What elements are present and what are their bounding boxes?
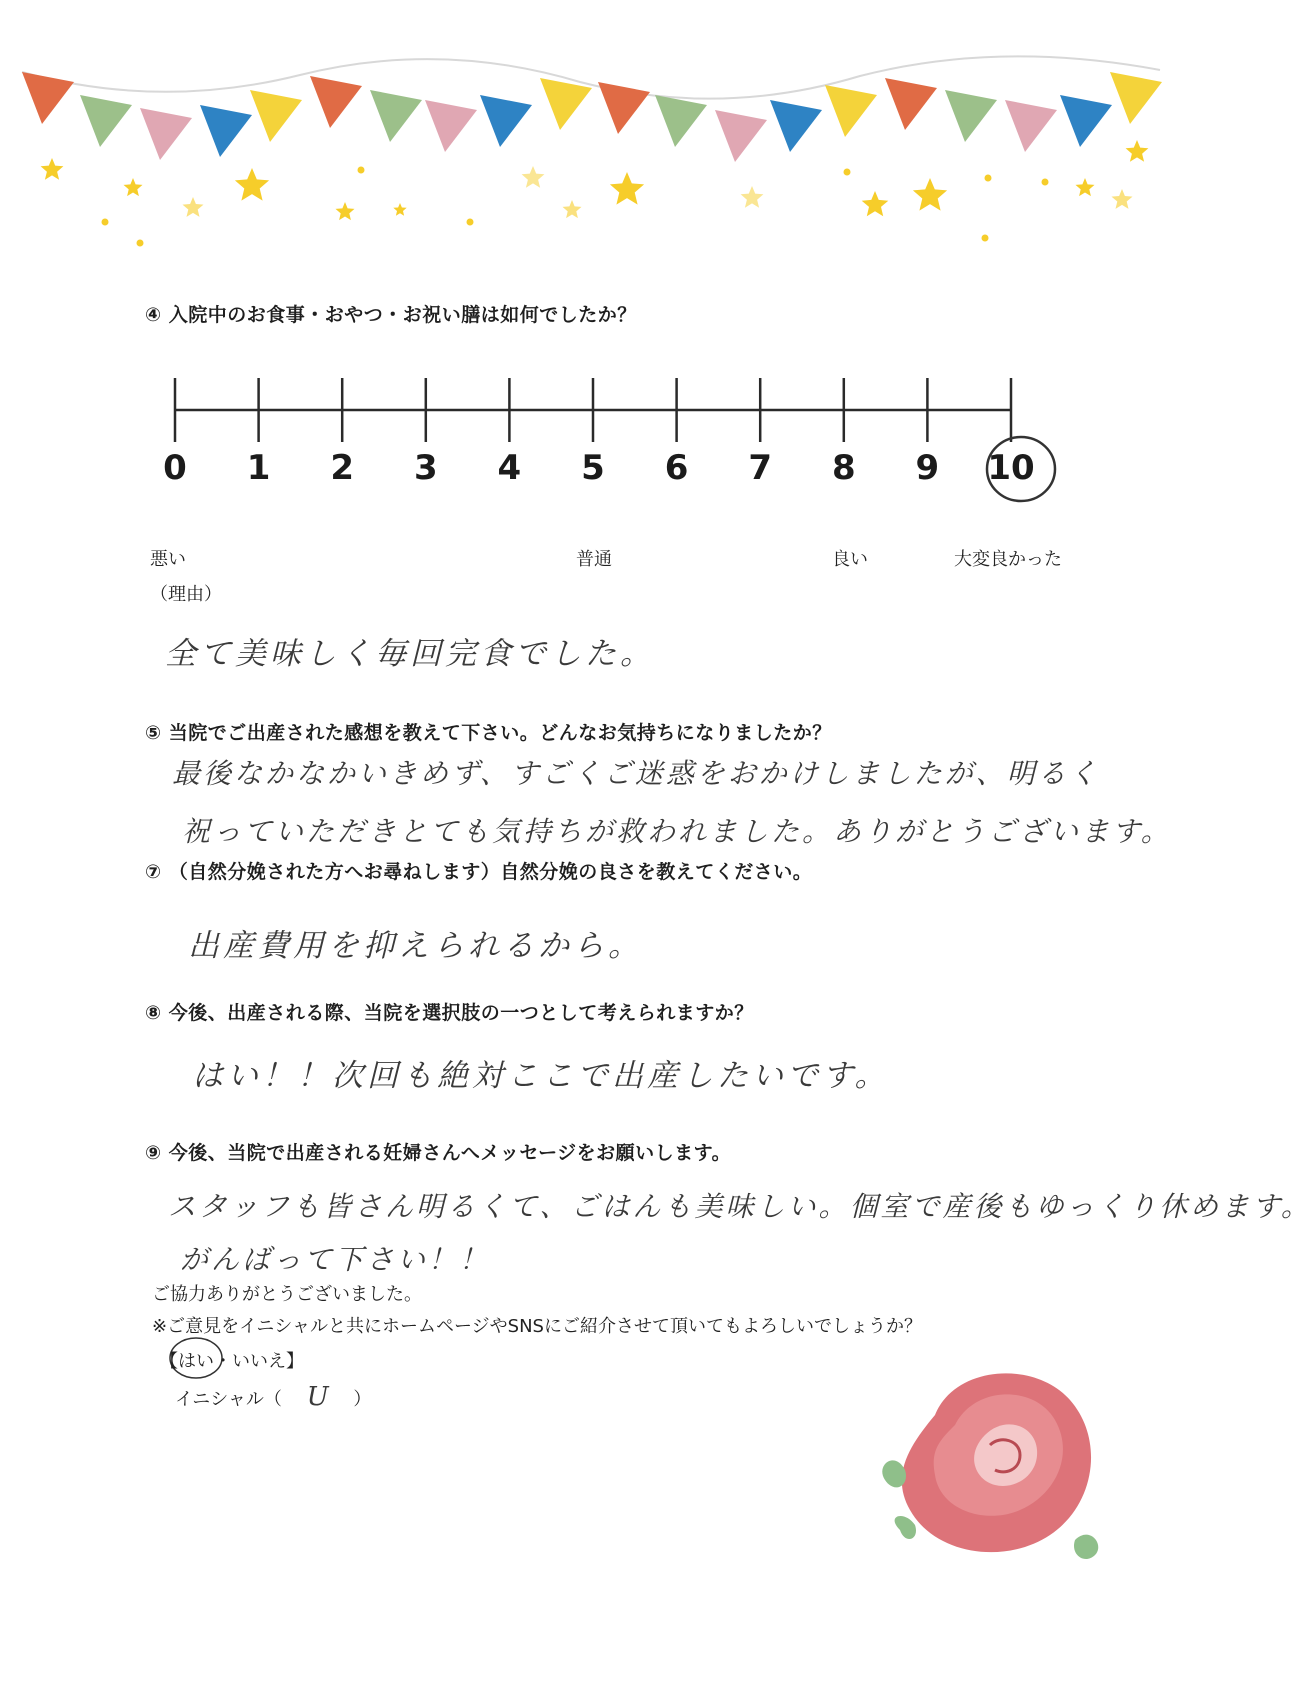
star-icon: [41, 158, 64, 180]
bunting-flag: [540, 78, 592, 130]
star-dot: [358, 167, 365, 174]
bunting-flag: [770, 100, 822, 152]
bunting-flag: [425, 100, 477, 152]
scale-anchor-bad: 悪い: [150, 549, 186, 570]
star-decoration: [41, 140, 1149, 247]
q5-answer-line2: 祝っていただきとても気持ちが救われました。ありがとうございます。: [182, 815, 1172, 848]
star-dot: [985, 175, 992, 182]
q7-question: ⑦ （自然分娩された方へお尋ねします）自然分娩の良さを教えてください。: [145, 861, 813, 883]
q9-answer-line2: がんばって下さい！！: [180, 1243, 491, 1276]
bunting-flag: [1005, 100, 1057, 152]
star-icon: [913, 178, 947, 211]
bunting-flag: [310, 76, 362, 128]
star-icon: [1076, 178, 1095, 196]
star-icon: [393, 203, 406, 216]
scale-tick-label[interactable]: 5: [581, 448, 605, 488]
bunting-flag: [250, 90, 302, 142]
consent-question: ※ご意見をイニシャルと共にホームページやSNSにご紹介させて頂いてもよろしいでしょうか？: [152, 1316, 922, 1337]
consent-options: [160, 1347, 304, 1373]
scale-anchor-very-good: 大変良かった: [954, 549, 1062, 570]
scale-tick-label[interactable]: 7: [748, 448, 773, 488]
bunting-flag: [140, 108, 192, 160]
rose-illustration: [882, 1373, 1098, 1559]
star-icon: [1126, 140, 1149, 162]
bunting-flag: [1110, 72, 1162, 124]
bunting-flag: [655, 95, 707, 147]
star-icon: [336, 202, 355, 220]
bunting-flag: [945, 90, 997, 142]
star-icon: [563, 200, 582, 218]
scale-anchor-good: 良い: [832, 549, 868, 570]
bunting-flag: [825, 85, 877, 137]
q4-answer: 全て美味しく毎回完食でした。: [165, 636, 655, 672]
scale-tick-label[interactable]: 6: [664, 448, 689, 488]
consent-yes-option[interactable]: はい: [178, 1351, 214, 1372]
scale-tick-label[interactable]: 3: [413, 448, 438, 488]
q5-answer-line1: 最後なかなかいきめず、すごくご迷惑をおかけしましたが、明るく: [172, 757, 1100, 790]
q8-answer: はい！！次回も絶対ここで出産したいです。: [192, 1058, 890, 1094]
bunting-flag: [598, 82, 650, 134]
star-icon: [124, 178, 143, 196]
initial-label: イニシャル（: [175, 1389, 282, 1410]
star-icon: [522, 166, 545, 188]
initial-close: ）: [353, 1389, 372, 1410]
q8-question: ⑧ 今後、出産される際、当院を選択肢の一つとして考えられますか？: [145, 1002, 754, 1024]
scale-tick-label[interactable]: 4: [497, 448, 522, 488]
bunting-flag: [885, 78, 937, 130]
scale-tick-label[interactable]: 9: [915, 448, 940, 488]
star-icon: [183, 197, 204, 217]
star-icon: [1112, 189, 1133, 209]
star-icon: [862, 191, 889, 216]
star-dot: [102, 219, 109, 226]
star-icon: [741, 186, 764, 208]
bunting-flag: [480, 95, 532, 147]
consent-no-option[interactable]: いいえ: [232, 1351, 286, 1372]
initial-value[interactable]: U: [306, 1382, 329, 1412]
thanks-text: ご協力ありがとうございました。: [152, 1284, 422, 1305]
star-icon: [610, 172, 644, 205]
bunting-flag: [200, 105, 252, 157]
q4-question: ④ 入院中のお食事・おやつ・お祝い膳は如何でしたか？: [145, 304, 637, 326]
q4-reason-label: （理由）: [150, 584, 222, 605]
q9-answer-line1: スタッフも皆さん明るくて、ごはんも美味しい。個室で産後もゆっくり休めます。: [168, 1190, 1312, 1223]
scale-tick-label[interactable]: 2: [330, 448, 355, 488]
bunting-flag: [370, 90, 422, 142]
q9-question: ⑨ 今後、当院で出産される妊婦さんへメッセージをお願いします。: [145, 1142, 732, 1164]
q7-answer: 出産費用を抑えられるから。: [188, 928, 643, 964]
scale-tick-label[interactable]: 8: [831, 448, 856, 488]
scale-anchor-normal: 普通: [576, 549, 612, 570]
star-dot: [467, 219, 474, 226]
rating-scale-line: [175, 378, 1011, 442]
star-dot: [1042, 179, 1049, 186]
consent-separator: ・: [214, 1351, 232, 1372]
bunting-flag: [80, 95, 132, 147]
q5-question: ⑤ 当院でご出産された感想を教えて下さい。どんなお気持ちになりましたか？: [145, 722, 832, 744]
star-dot: [844, 169, 851, 176]
star-dot: [982, 235, 989, 242]
scale-tick-label[interactable]: 0: [163, 448, 187, 488]
star-icon: [235, 168, 269, 201]
consent-open-bracket: 【: [160, 1351, 178, 1372]
consent-close-bracket: 】: [286, 1351, 304, 1372]
bunting-flag: [1060, 95, 1112, 147]
scale-tick-label[interactable]: 10: [987, 448, 1035, 488]
scale-tick-label[interactable]: 1: [246, 448, 271, 488]
initial-field: [175, 1382, 371, 1412]
bunting-flags-decoration: [22, 56, 1162, 162]
star-dot: [137, 240, 144, 247]
bunting-flag: [715, 110, 767, 162]
bunting-flag: [22, 72, 74, 124]
